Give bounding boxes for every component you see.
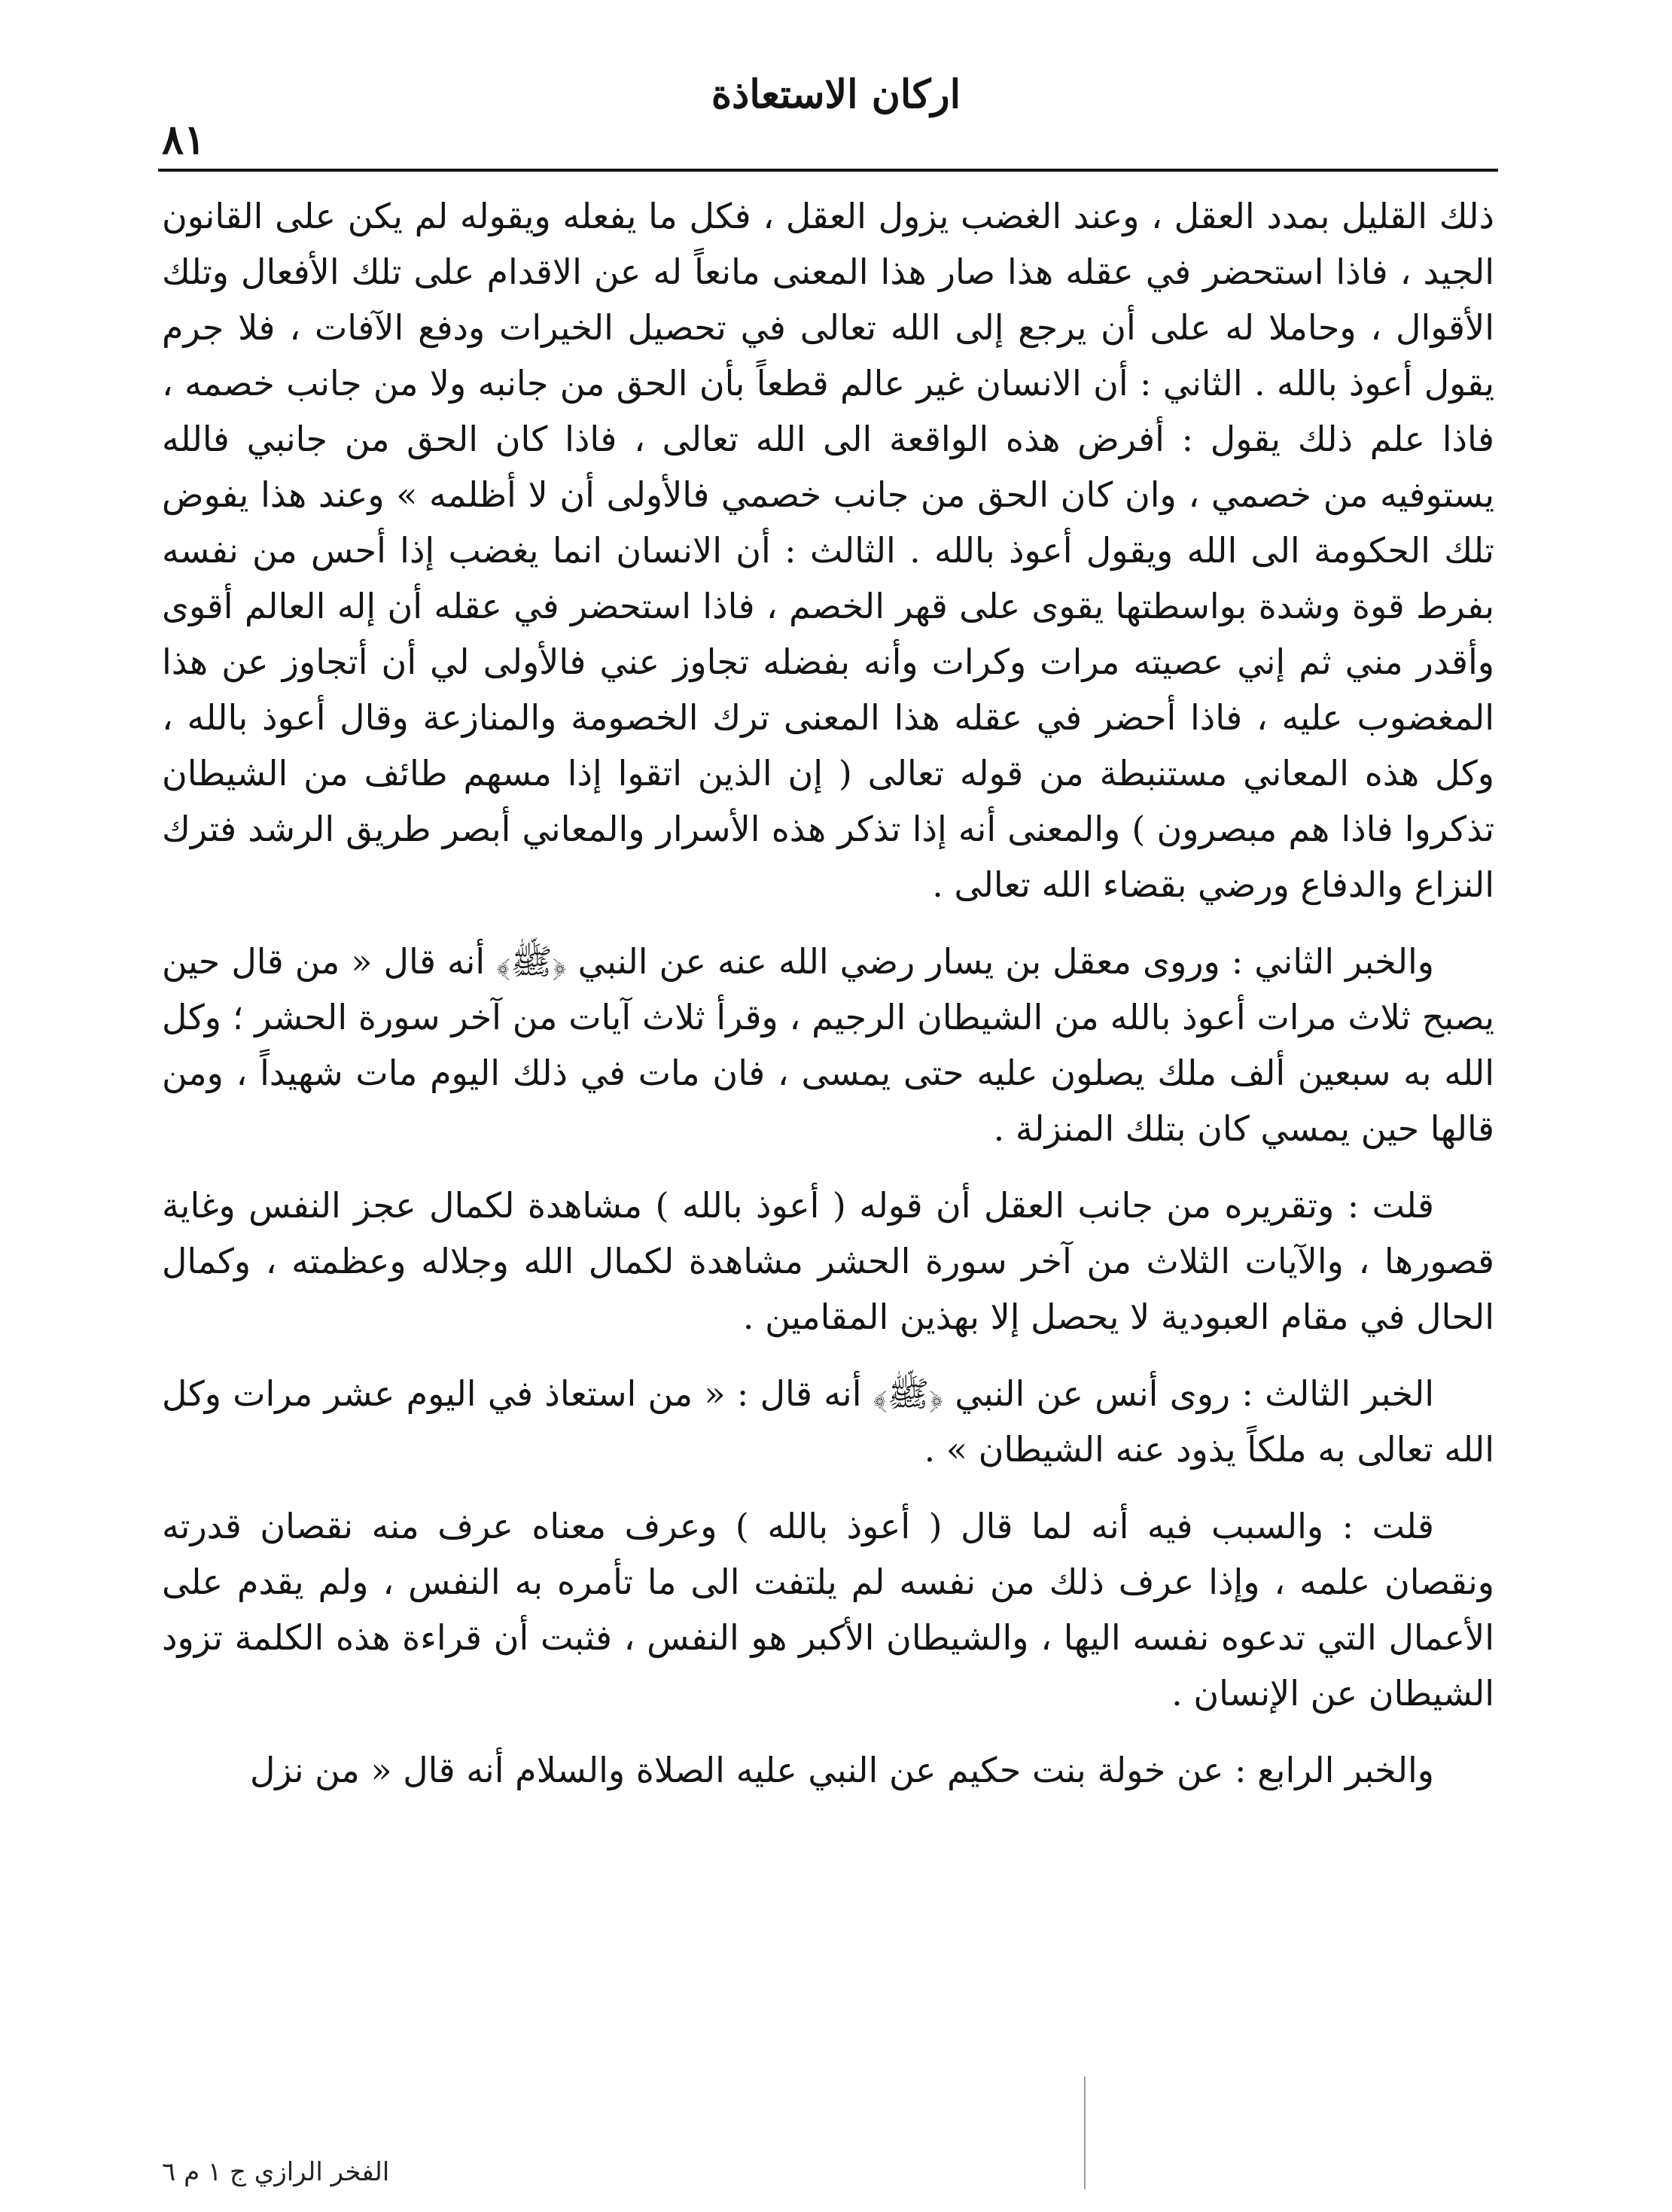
paragraph-continuation: ذلك القليل بمدد العقل ، وعند الغضب يزول العقل ، فكل ما يفعله ويقوله لم يكن على القانون الجيد ، فاذا استحضر في عقله هذا صار هذا المعنى مانعاً له عن الاقدام على تلك الأفعال وتلك الأقوال ، وحاملا له على أن يرجع إلى الله تعالى في تحصيل الخيرات ودفع الآفات ، فلا جرم يقول أعوذ بالله . الثاني : أن الانسان غير عالم قطعاً بأن الحق من جانبه ولا من جانب خصمه ، فاذا علم ذلك يقول : أفرض هذه الواقعة الى الله تعالى ، فاذا كان الحق من جانبي فالله يستوفيه من خصمي ، وان كان الحق من جانب خصمي فالأولى أن لا أظلمه » وعند هذا يفوض تلك الحكومة الى الله ويقول أعوذ بالله . الثالث : أن الانسان انما يغضب إذا أحس من نفسه بفرط قوة وشدة بواسطتها يقوى على قهر الخصم ، فاذا استحضر في عقله أن إله العالم أقوى وأقدر مني ثم إني عصيته مرات وكرات وأنه بفضله تجاوز عني فالأولى لي أن أتجاوز عن هذا المغضوب عليه ، فاذا أحضر في عقله هذا المعنى ترك الخصومة والمنازعة وقال أعوذ بالله ، وكل هذه المعاني مستنبطة من قوله تعالى ( إن الذين اتقوا إذا مسهم طائف من الشيطان تذكروا فاذا هم مبصرون ) والمعنى أنه إذا تذكر هذه الأسرار والمعاني أبصر طريق الرشد فترك النزاع والدفاع ورضي بقضاء الله تعالى . — [162, 196, 1495, 905]
running-header-title: اركان الاستعاذة — [711, 72, 961, 117]
paragraph-fourth-report: والخبر الرابع : عن خولة بنت حكيم عن النبي عليه الصلاة والسلام أنه قال « من نزل — [249, 1750, 1434, 1790]
header-rule — [158, 169, 1498, 172]
page-number: ٨١ — [162, 115, 206, 163]
paragraph-second-report: والخبر الثاني : وروى معقل بن يسار رضي الله عنه عن النبي ﴿ﷺ﴾ أنه قال « من قال حين يصبح ثلاث مرات أعوذ بالله من الشيطان الرجيم ، وقرأ ثلاث آيات من آخر سورة الحشر ؛ وكل الله به سبعين ألف ملك يصلون عليه حتى يمسى ، فان مات في ذلك اليوم مات شهيداً ، ومن قالها حين يمسي كان بتلك المنزلة . — [162, 941, 1494, 1149]
paragraph-commentary-two: قلت : والسبب فيه أنه لما قال ( أعوذ بالله ) وعرف معناه عرف منه نقصان قدرته ونقصان علمه ، وإذا عرف ذلك من نفسه لم يلتفت الى ما تأمره به النفس ، ولم يقدم على الأعمال التي تدعوه نفسه اليها ، والشيطان الأكبر هو النفس ، فثبت أن قراءة هذه الكلمة تزود الشيطان عن الإنسان . — [162, 1506, 1494, 1714]
paragraph-commentary-one: قلت : وتقريره من جانب العقل أن قوله ( أعوذ بالله ) مشاهدة لكمال عجز النفس وغاية قصورها ، والآيات الثلاث من آخر سورة الحشر مشاهدة لكمال الله وجلاله وعظمته ، وكمال الحال في مقام العبودية لا يحصل إلا بهذين المقامين . — [162, 1185, 1494, 1337]
footer-signature: الفخر الرازي ج ١ م ٦ — [162, 2157, 390, 2187]
gutter-mark — [1084, 2076, 1086, 2189]
paragraph-third-report: الخبر الثالث : روى أنس عن النبي ﴿ﷺ﴾ أنه قال : « من استعاذ في اليوم عشر مرات وكل الله تعالى به ملكاً يذود عنه الشيطان » . — [162, 1373, 1494, 1470]
body-text — [162, 188, 1494, 1819]
